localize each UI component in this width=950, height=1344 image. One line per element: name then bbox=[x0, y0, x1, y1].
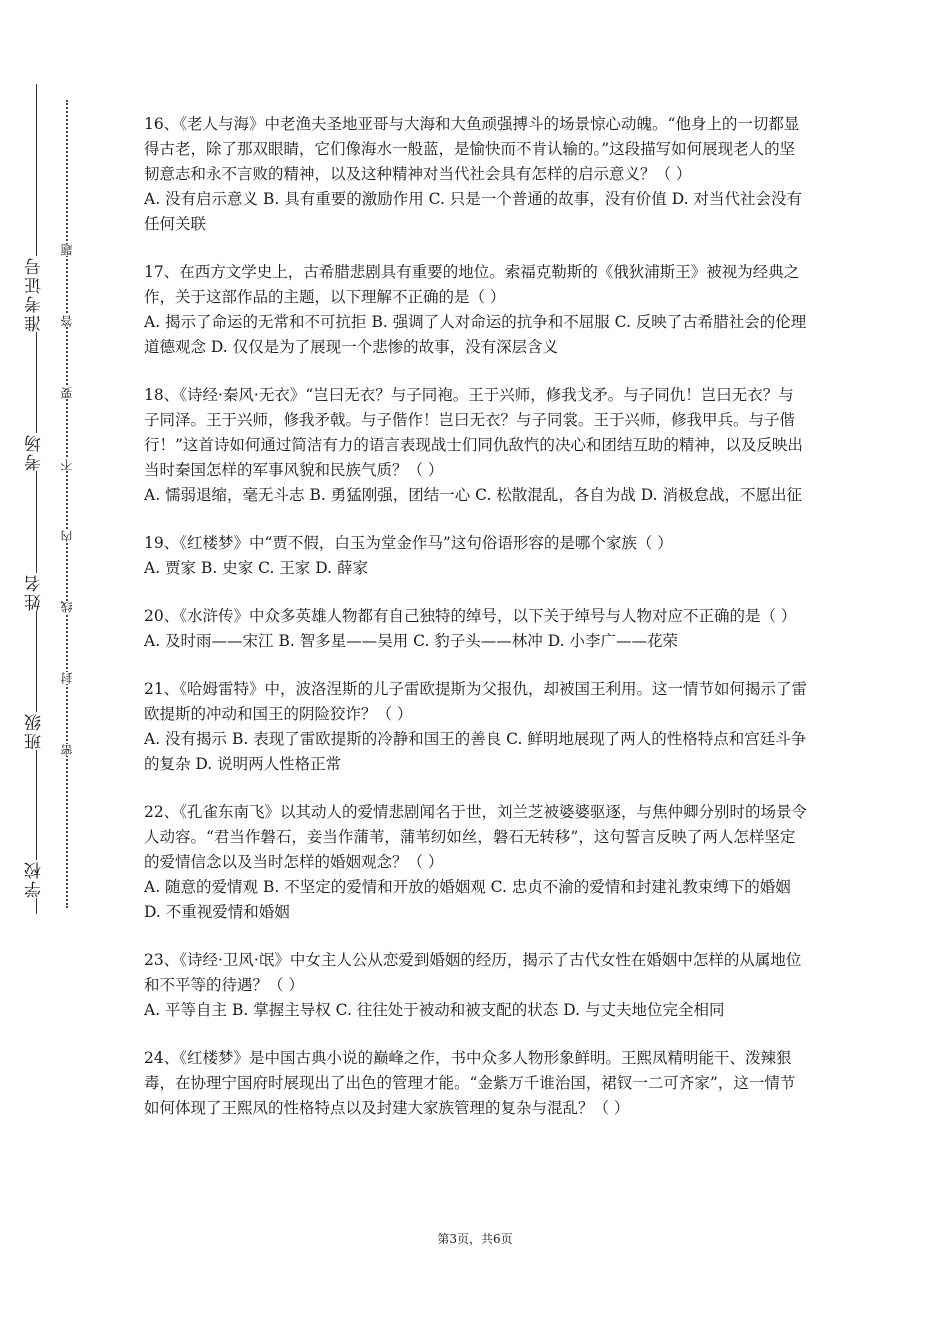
question-options: A. 及时雨——宋江 B. 智多星——吴用 C. 豹子头——林冲 D. 小李广——花荣 bbox=[144, 632, 678, 650]
field-label-exam-room: 考场 bbox=[24, 433, 48, 471]
question-options: A. 没有揭示 B. 表现了雷欧提斯的冷静和国王的善良 C. 鲜明地展现了两人的性格特点和宫廷斗争的复杂 D. 说明两人性格正常 bbox=[144, 730, 807, 773]
question-text: 18、《诗经·秦风·无衣》“岂曰无衣？与子同袍。王于兴师，修我戈矛。与子同仇！岂曰无衣？与子同泽。王于兴师，修我矛戟。与子偕作！岂曰无衣？与子同裳。王于兴师，修我甲兵。与子偕行！”这首诗如何通过简洁有力的语言表现战士们同仇敌忾的决心和团结互助的精神，以及反映出当时秦国怎样的军事风貌和民族气质？（ ） bbox=[144, 386, 803, 479]
seal-char: 答 bbox=[60, 315, 74, 327]
question-text: 16、《老人与海》中老渔夫圣地亚哥与大海和大鱼顽强搏斗的场景惊心动魄。“他身上的一切都显得古老，除了那双眼睛，它们像海水一般蓝，是愉快而不肯认输的。”这段描写如何展现老人的坚韧意志和永不言败的精神，以及这种精神对当代社会具有怎样的启示意义？（ ） bbox=[144, 115, 800, 183]
seal-char: 内 bbox=[60, 530, 74, 542]
binding-margin bbox=[0, 0, 110, 1344]
question-22 bbox=[144, 800, 808, 925]
question-text: 17、在西方文学史上，古希腊悲剧具有重要的地位。索福克勒斯的《俄狄浦斯王》被视为经典之作，关于这部作品的主题，以下理解不正确的是（ ） bbox=[144, 263, 800, 306]
page-footer: 第3页，共6页 bbox=[437, 1232, 513, 1246]
question-options: A. 揭示了命运的无常和不可抗拒 B. 强调了人对命运的抗争和不屈服 C. 反映了古希腊社会的伦理道德观念 D. 仅仅是为了展现一个悲惨的故事，没有深层含义 bbox=[144, 313, 807, 356]
question-text: 21、《哈姆雷特》中，波洛涅斯的儿子雷欧提斯为父报仇，却被国王利用。这一情节如何揭示了雷欧提斯的冲动和国王的阴险狡诈？（ ） bbox=[144, 680, 807, 723]
field-label-school: 学校 bbox=[24, 860, 48, 898]
binding-solid-line bbox=[36, 84, 37, 914]
question-19 bbox=[144, 531, 808, 581]
question-23 bbox=[144, 948, 808, 1023]
binding-dotted-line bbox=[66, 100, 68, 908]
question-options: A. 没有启示意义 B. 具有重要的激励作用 C. 只是一个普通的故事，没有价值 D. 对当代社会没有任何关联 bbox=[144, 190, 802, 233]
question-21 bbox=[144, 677, 808, 777]
question-options: A. 贾家 B. 史家 C. 王家 D. 薛家 bbox=[144, 559, 368, 577]
question-options: A. 随意的爱情观 B. 不坚定的爱情和开放的婚姻观 C. 忠贞不渝的爱情和封建礼教束缚下的婚姻 D. 不重视爱情和婚姻 bbox=[144, 878, 791, 921]
seal-char: 线 bbox=[60, 601, 74, 613]
seal-char: 不 bbox=[60, 459, 74, 471]
field-label-class: 班级 bbox=[24, 712, 48, 750]
question-list bbox=[144, 112, 808, 1144]
question-20 bbox=[144, 604, 808, 654]
question-options: A. 懦弱退缩，毫无斗志 B. 勇猛刚强，团结一心 C. 松散混乱，各自为战 D. 消极怠战，不愿出征 bbox=[144, 486, 802, 504]
question-18 bbox=[144, 383, 808, 508]
question-17 bbox=[144, 260, 808, 360]
question-text: 24、《红楼梦》是中国古典小说的巅峰之作，书中众多人物形象鲜明。王熙凤精明能干、泼辣狠毒，在协理宁国府时展现出了出色的管理才能。“金紫万千谁治国，裙钗一二可齐家”，这一情节如何体现了王熙凤的性格特点以及封建大家族管理的复杂与混乱？（ ） bbox=[144, 1049, 796, 1117]
seal-char: 题 bbox=[60, 244, 74, 256]
question-options: A. 平等自主 B. 掌握主导权 C. 往往处于被动和被支配的状态 D. 与丈夫地位完全相同 bbox=[144, 1001, 725, 1019]
seal-char: 密 bbox=[60, 744, 74, 756]
seal-char: 封 bbox=[60, 672, 74, 684]
question-16 bbox=[144, 112, 808, 237]
question-text: 22、《孔雀东南飞》以其动人的爱情悲剧闻名于世，刘兰芝被婆婆驱逐，与焦仲卿分别时的场景令人动容。“君当作磐石，妾当作蒲苇，蒲苇纫如丝，磐石无转移”，这句誓言反映了两人怎样坚定的爱情信念以及当时怎样的婚姻观念？（ ） bbox=[144, 803, 807, 871]
question-text: 19、《红楼梦》中“贾不假，白玉为堂金作马”这句俗语形容的是哪个家族（ ） bbox=[144, 534, 673, 552]
question-24 bbox=[144, 1046, 808, 1121]
question-text: 23、《诗经·卫风·氓》中女主人公从恋爱到婚姻的经历，揭示了古代女性在婚姻中怎样的从属地位和不平等的待遇？（ ） bbox=[144, 951, 802, 994]
seal-char: 要 bbox=[60, 387, 74, 399]
field-label-exam-number: 准考证号 bbox=[24, 256, 48, 332]
question-text: 20、《水浒传》中众多英雄人物都有自己独特的绰号，以下关于绰号与人物对应不正确的是（ ） bbox=[144, 607, 797, 625]
field-label-name: 姓名 bbox=[24, 573, 48, 611]
